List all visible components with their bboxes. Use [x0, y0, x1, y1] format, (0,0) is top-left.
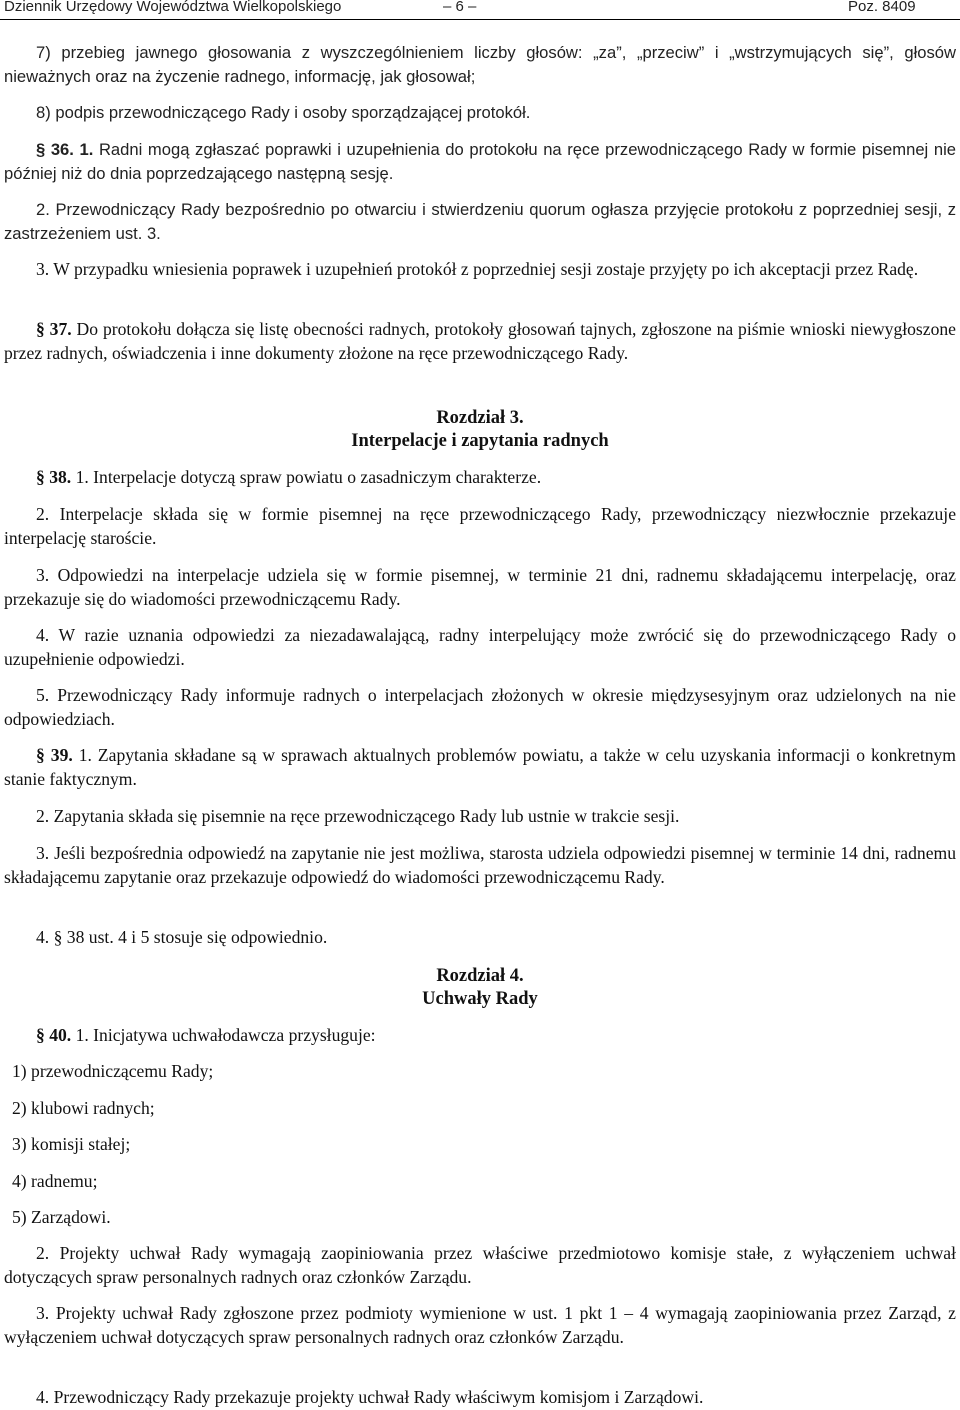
section-40-3: 3. Projekty uchwał Rady zgłoszone przez podmioty wymienione w ust. 1 pkt 1 – 4 wymagają zaopiniowania przez Zarząd, z wyłączeniem uchwał dotyczących spraw personalnych radnych oraz członków Zarządu. — [4, 1303, 956, 1347]
section-40-1 — [4, 1024, 956, 1048]
section-37 — [4, 318, 956, 365]
section-text: 1. Inicjatywa uchwałodawcza przysługuje: — [71, 1025, 376, 1045]
position-number: Poz. 8409 — [848, 0, 916, 15]
section-40-4: 4. Przewodniczący Rady przekazuje projekty uchwał Rady właściwym komisjom i Zarządowi. — [36, 1387, 704, 1407]
section-text: 1. Zapytania składane są w sprawach aktualnych problemów powiatu, a także w celu uzyskania informacji o konkretnym stanie faktycznym. — [4, 745, 956, 789]
item-7: 7) przebieg jawnego głosowania z wyszczególnieniem liczby głosów: „za”, „przeciw” i „wstrzymujących się”, głosów nieważnych oraz na życzenie radnego, informację, jak głosował; — [4, 43, 956, 86]
section-38-5: 5. Przewodniczący Rady informuje radnych o interpelacjach złożonych w okresie międzysesyjnym oraz udzielonych na nie odpowiedziach. — [4, 685, 956, 729]
section-number: § 38. — [36, 467, 72, 487]
section-38-2: 2. Interpelacje składa się w formie pisemnej na ręce przewodniczącego Rady, przewodniczący niezwłocznie przekazuje interpelację staroście. — [4, 504, 956, 548]
list-item: 4) radnemu; — [12, 1171, 98, 1191]
section-number: § 37. — [36, 319, 72, 339]
section-40-2: 2. Projekty uchwał Rady wymagają zaopiniowania przez właściwe przedmiotowo komisje stałe, z wyłączeniem uchwał dotyczących spraw personalnych radnych oraz członków Zarządu. — [4, 1243, 956, 1287]
section-36-1 — [4, 138, 956, 185]
section-36-3: 3. W przypadku wniesienia poprawek i uzupełnień protokół z poprzedniej sesji zostaje przyjęty po ich akceptacji przez Radę. — [36, 259, 919, 279]
chapter-3-title: Rozdział 3. — [436, 408, 524, 428]
section-text: Radni mogą zgłaszać poprawki i uzupełnienia do protokołu na ręce przewodniczącego Rady w formie pisemnej nie później niż do dnia poprzedzającego następną sesję. — [4, 140, 956, 183]
chapter-4-title: Rozdział 4. — [436, 966, 524, 986]
list-item: 3) komisji stałej; — [12, 1134, 131, 1154]
page-number: – 6 – — [443, 0, 477, 15]
section-36-2: 2. Przewodniczący Rady bezpośrednio po otwarciu i stwierdzeniu quorum ogłasza przyjęcie protokołu z poprzedniej sesji, z zastrzeżeniem ust. 3. — [4, 200, 956, 243]
section-number: § 36. 1. — [36, 140, 94, 159]
item-8: 8) podpis przewodniczącego Rady i osoby sporządzającej protokół. — [36, 103, 531, 122]
section-text: 1. Interpelacje dotyczą spraw powiatu o zasadniczym charakterze. — [71, 467, 542, 487]
list-item: 2) klubowi radnych; — [12, 1098, 155, 1118]
section-number: § 40. — [36, 1025, 72, 1045]
section-39-1 — [4, 744, 956, 791]
section-39-2: 2. Zapytania składa się pisemnie na ręce przewodniczącego Rady lub ustnie w trakcie sesji. — [36, 806, 680, 826]
list-item: 1) przewodniczącemu Rady; — [12, 1061, 214, 1081]
section-text: Do protokołu dołącza się listę obecności radnych, protokoły głosowań tajnych, zgłoszone na piśmie wnioski niewygłoszone przez radnych, oświadczenia i inne dokumenty złożone na ręce przewodniczącego Rady. — [4, 319, 956, 363]
journal-title: Dziennik Urzędowy Województwa Wielkopolskiego — [4, 0, 342, 15]
section-38-4: 4. W razie uznania odpowiedzi za niezadawalającą, radny interpelujący może zwrócić się do przewodniczącego Rady o uzupełnienie odpowiedzi. — [4, 625, 956, 669]
header-rule — [0, 19, 960, 20]
section-39-4: 4. § 38 ust. 4 i 5 stosuje się odpowiednio. — [36, 927, 328, 947]
section-38-3: 3. Odpowiedzi na interpelacje udziela się w formie pisemnej, w terminie 21 dni, radnemu składającemu interpelację, oraz przekazuje się do wiadomości przewodniczącemu Rady. — [4, 565, 956, 609]
section-number: § 39. — [36, 745, 73, 765]
section-39-3: 3. Jeśli bezpośrednia odpowiedź na zapytanie nie jest możliwa, starosta udziela odpowiedzi pisemnej w terminie 14 dni, radnemu składającemu zapytanie oraz przekazuje odpowiedź do wiadomości przewodniczącemu Rady. — [4, 843, 956, 887]
page-header — [0, 0, 960, 20]
section-38-1 — [4, 466, 956, 490]
chapter-4-name: Uchwały Rady — [422, 989, 538, 1009]
chapter-3-name: Interpelacje i zapytania radnych — [351, 431, 609, 451]
list-item: 5) Zarządowi. — [12, 1207, 111, 1227]
